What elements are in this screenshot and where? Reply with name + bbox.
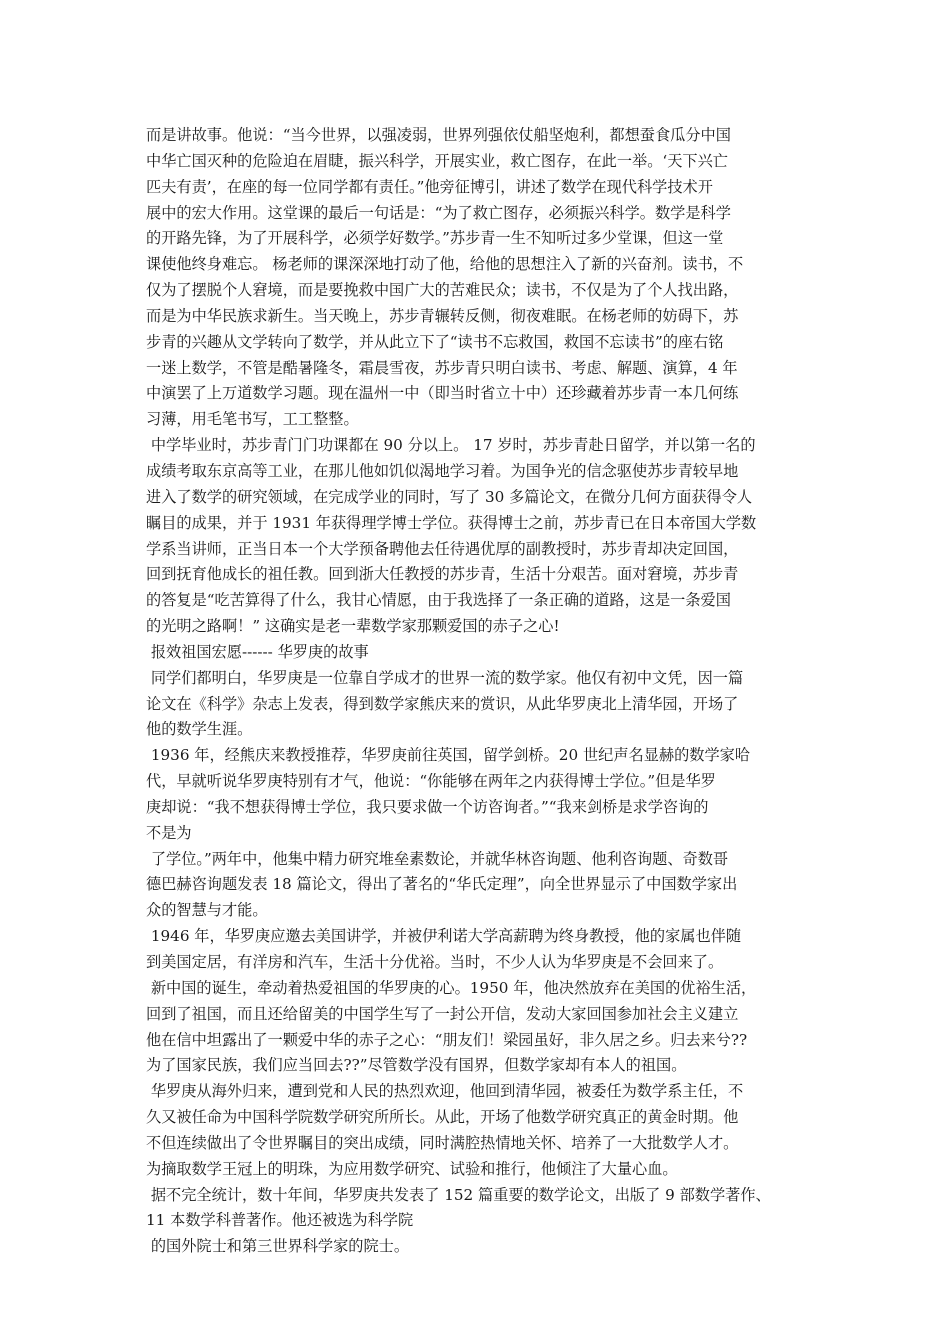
text-line: 庚却说：“我不想获得博士学位，我只要求做一个访咨询者。”“我来剑桥是求学咨询的 bbox=[146, 797, 709, 816]
text-line: 不但连续做出了令世界瞩目的突出成绩，同时满腔热情地关怀、培养了一大批数学人才。 bbox=[146, 1133, 739, 1152]
text-line: 进入了数学的研究领域，在完成学业的同时，写了 30 多篇论文，在微分几何方面获得令人 bbox=[146, 487, 753, 506]
text-line: 为摘取数学王冠上的明珠，为应用数学研究、试验和推行，他倾注了大量心血。 bbox=[146, 1159, 678, 1178]
text-line: 而是讲故事。他说：“当今世界，以强凌弱，世界列强依仗船坚炮利，都想蚕食瓜分中国 bbox=[146, 126, 731, 144]
text-line: 代，早就听说华罗庚特别有才气，他说：“你能够在两年之内获得博士学位。”但是华罗 bbox=[146, 772, 716, 791]
text-line: 瞩目的成果，并于 1931 年获得理学博士学位。获得博士之前，苏步青已在日本帝国大学数 bbox=[146, 513, 757, 532]
text-line: 回到了祖国，而且还给留美的中国学生写了一封公开信，发动大家回国参加社会主义建立 bbox=[146, 1004, 739, 1023]
text-line: 1936 年，经熊庆来教授推荐，华罗庚前往英国，留学剑桥。20 世纪声名显赫的数学家哈 bbox=[146, 746, 751, 765]
text-line: 新中国的诞生，牵动着热爱祖国的华罗庚的心。1950 年，他决然放弃在美国的优裕生活， bbox=[146, 978, 757, 997]
text-line: 他在信中坦露出了一颗爱中华的赤子之心：“朋友们！梁园虽好，非久居之乡。归去来兮?? bbox=[146, 1030, 748, 1049]
text-line: 到美国定居，有洋房和汽车，生活十分优裕。当时，不少人认为华罗庚是不会回来了。 bbox=[146, 953, 724, 971]
text-line: 德巴赫咨询题发表 18 篇论文，得出了著名的“华氏定理”，向全世界显示了中国数学家出 bbox=[146, 875, 738, 894]
text-line: 华罗庚从海外归来，遭到党和人民的热烈欢迎，他回到清华园，被委任为数学系主任，不 bbox=[146, 1082, 744, 1101]
text-line: 中华亡国灭种的危险迫在眉睫，振兴科学，开展实业，救亡图存，在此一举。‘天下兴亡 bbox=[146, 151, 728, 170]
text-line: 课使他终身难忘。 杨老师的课深深地打动了他，给他的思想注入了新的兴奋剂。读书，不 bbox=[146, 255, 744, 274]
text-line: 中学毕业时，苏步青门门功课都在 90 分以上。 17 岁时，苏步青赴日留学，并以第一名的 bbox=[146, 436, 756, 455]
text-line: 为了国家民族，我们应当回去??”尽管数学没有国界，但数学家却有本人的祖国。 bbox=[146, 1056, 687, 1075]
text-line: 11 本数学科普著作。他还被选为科学院 bbox=[146, 1211, 414, 1230]
text-line: 一迷上数学，不管是酷暑隆冬，霜晨雪夜，苏步青只明白读书、考虑、解题、演算，4 年 bbox=[146, 358, 738, 377]
text-line: 的国外院士和第三世界科学家的院士。 bbox=[146, 1237, 410, 1256]
text-line: 据不完全统计，数十年间，华罗庚共发表了 152 篇重要的数学论文，出版了 9 部数学著作、 bbox=[146, 1185, 771, 1204]
text-line: 步青的兴趣从文学转向了数学，并从此立下了“读书不忘救国，救国不忘读书”的座右铭 bbox=[146, 332, 724, 351]
document-body bbox=[146, 123, 814, 1260]
text-line: 众的智慧与才能。 bbox=[146, 901, 268, 920]
section-heading: 报效祖国宏愿------ 华罗庚的故事 bbox=[146, 642, 369, 661]
text-line: 而是为中华民族求新生。当天晚上，苏步青辗转反侧，彻夜难眠。在杨老师的妨碍下，苏 bbox=[146, 306, 739, 325]
text-line: 回到抚育他成长的祖任教。回到浙大任教授的苏步青，生活十分艰苦。面对窘境，苏步青 bbox=[146, 565, 739, 584]
text-line: 论文在《科学》杂志上发表，得到数学家熊庆来的赏识，从此华罗庚北上清华园，开场了 bbox=[146, 694, 739, 713]
text-line: 不是为 bbox=[146, 823, 192, 842]
text-line: 的开路先锋，为了开展科学，必须学好数学。”苏步青一生不知听过多少堂课，但这一堂 bbox=[146, 229, 724, 248]
text-line: 他的数学生涯。 bbox=[146, 720, 253, 739]
text-line: 习薄，用毛笔书写，工工整整。 bbox=[146, 410, 359, 429]
text-line: 学系当讲师，正当日本一个大学预备聘他去任待遇优厚的副教授时，苏步青却决定回国， bbox=[146, 539, 739, 558]
text-line: 展中的宏大作用。这堂课的最后一句话是：“为了救亡图存，必须振兴科学。数学是科学 bbox=[146, 203, 731, 222]
text-line: 成绩考取东京高等工业，在那儿他如饥似渴地学习着。为国争光的信念驱使苏步青较早地 bbox=[146, 461, 739, 480]
text-line: 久又被任命为中国科学院数学研究所所长。从此，开场了他数学研究真正的黄金时期。他 bbox=[146, 1108, 739, 1127]
text-line: 仅为了摆脱个人窘境，而是要挽救中国广大的苦难民众；读书，不仅是为了个人找出路， bbox=[146, 281, 739, 300]
text-line: 中演罢了上万道数学习题。现在温州一中（即当时省立十中）还珍藏着苏步青一本几何练 bbox=[146, 384, 739, 403]
text-line: 1946 年，华罗庚应邀去美国讲学，并被伊利诺大学高薪聘为终身教授，他的家属也伴随 bbox=[146, 927, 742, 946]
text-line: 的答复是“吃苦算得了什么，我甘心情愿，由于我选择了一条正确的道路，这是一条爱国 bbox=[146, 591, 731, 610]
text-line: 同学们都明白，华罗庚是一位靠自学成才的世界一流的数学家。他仅有初中文凭，因一篇 bbox=[146, 668, 744, 687]
text-line: 匹夫有责’，在座的每一位同学都有责任。”他旁征博引，讲述了数学在现代科学技术开 bbox=[146, 177, 713, 196]
text-line: 的光明之路啊！” 这确实是老一辈数学家那颗爱国的赤子之心! bbox=[146, 617, 560, 636]
text-line: 了学位。”两年中，他集中精力研究堆垒素数论，并就华林咨询题、他利咨询题、奇数哥 bbox=[146, 849, 729, 868]
